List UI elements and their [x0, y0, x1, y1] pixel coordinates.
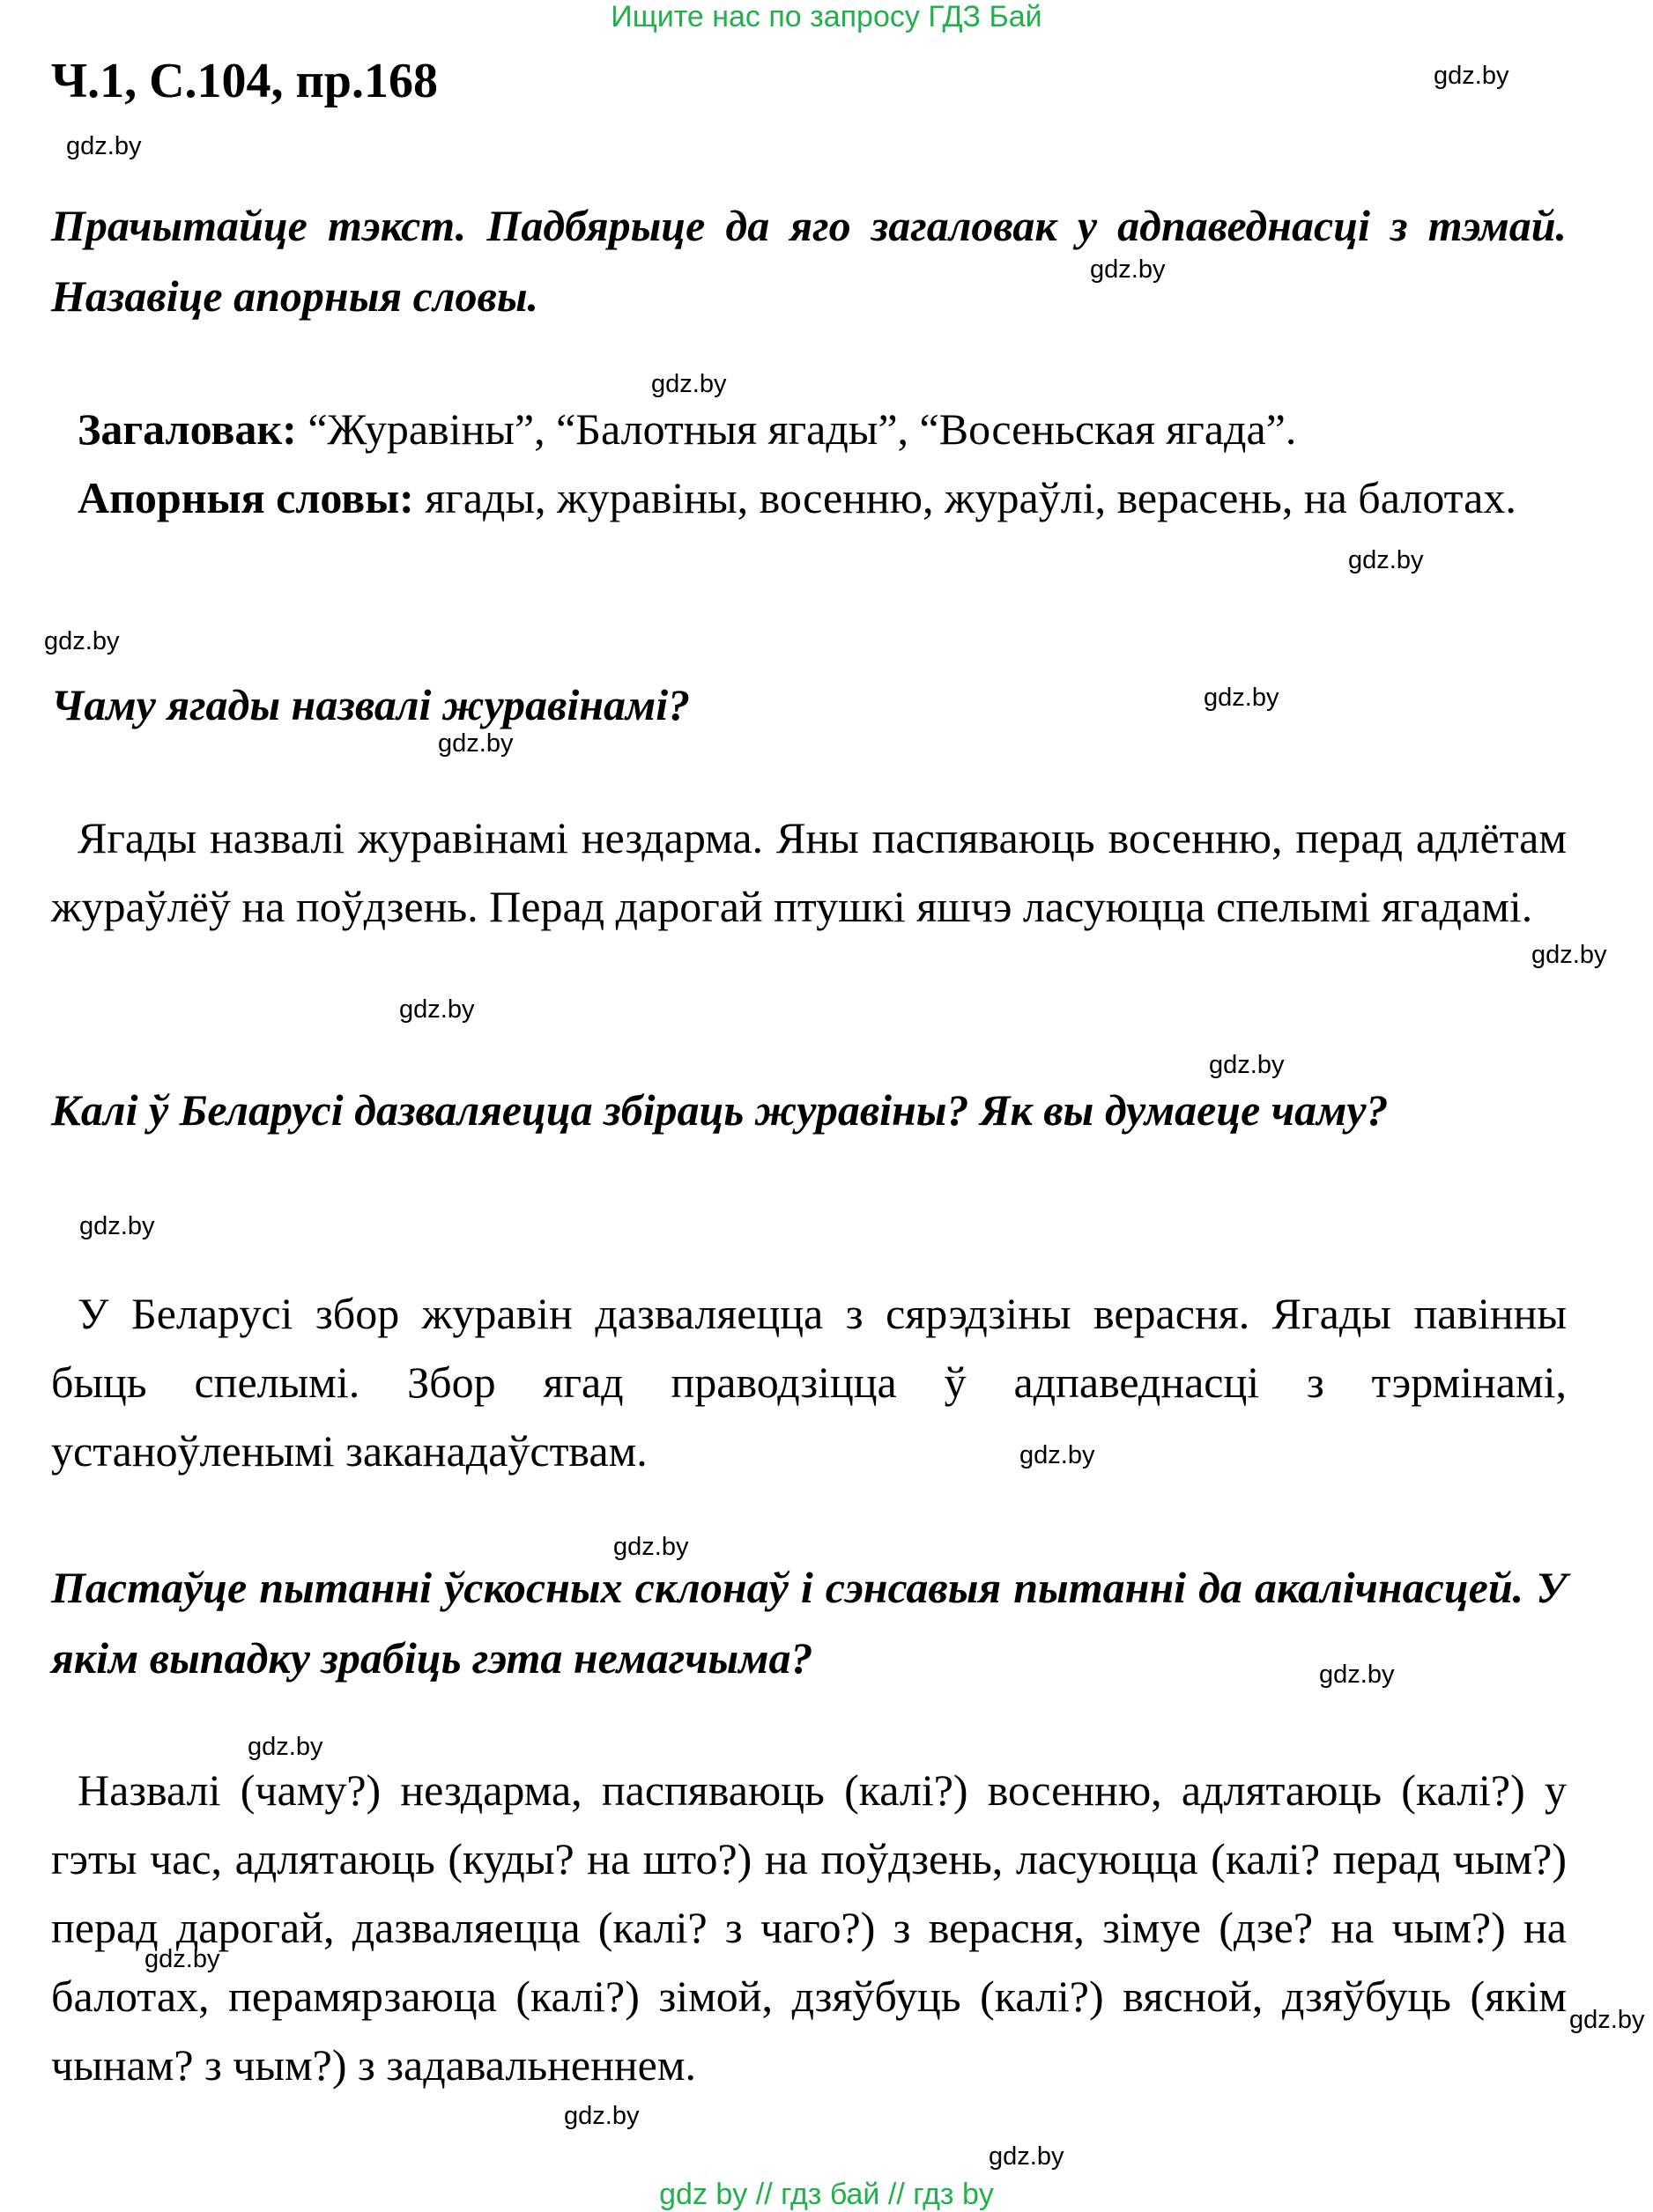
- top-banner: Ищите нас по запросу ГДЗ Бай: [611, 0, 1042, 33]
- bottom-footer: gdz by // гдз бай // гдз by: [659, 2178, 994, 2211]
- watermark: gdz.by: [1204, 684, 1279, 712]
- answer-2: Ягады назвалі журавінамі нездарма. Яны паспяваюць восенню, перад адлётам жураўлёў на поўдзень. Перад дарогай птушкі яшчэ ласуюцца спелымі ягадамі.: [51, 813, 1567, 931]
- watermark: gdz.by: [1531, 941, 1607, 969]
- watermark: gdz.by: [1319, 1661, 1395, 1689]
- task-2: Чаму ягады назвалі журавінамі?: [51, 680, 691, 729]
- watermark: gdz.by: [44, 627, 120, 655]
- answer-4: Назвалі (чаму?) нездарма, паспяваюць (калі?) восенню, адлятаюць (калі?) у гэты час, адлятаюць (куды? на што?) на поўдзень, ласуюцца (калі? перад чым?) перад дарогай, дазваляецца (калі? з чаго?) з верасня, зімуе (дзе? на чым?) на балотах, перамярзаюца (калі?) зімой, дзяўбуць (калі?) вясной, дзяўбуць (якім чынам? з чым?) з задавальненнем.: [51, 1765, 1567, 2090]
- watermark: gdz.by: [1348, 546, 1424, 574]
- task-4: Пастаўце пытанні ўскосных склонаў і сэнсавыя пытанні да акалічнасцей. У якім выпадку зрабіць гэта немагчыма?: [51, 1563, 1567, 1683]
- keywords-text: ягады, журавіны, восенню, жураўлі, верасень, на балотах.: [425, 473, 1516, 522]
- watermark: gdz.by: [1209, 1051, 1285, 1079]
- watermark: gdz.by: [564, 2102, 640, 2130]
- watermark: gdz.by: [79, 1212, 155, 1240]
- watermark: gdz.by: [1434, 62, 1509, 90]
- task-3: Калі ў Беларусі дазваляецца збіраць журавіны? Як вы думаеце чаму?: [51, 1085, 1389, 1135]
- watermark: gdz.by: [1019, 1441, 1095, 1469]
- task-1: Прачытайце тэкст. Падбярыце да яго загаловак у адпаведнасці з тэмай. Назавіце апорныя словы.: [51, 201, 1567, 321]
- watermark: gdz.by: [651, 370, 727, 398]
- watermark: gdz.by: [145, 1945, 220, 1973]
- page-title: Ч.1, С.104, пр.168: [51, 54, 438, 108]
- watermark: gdz.by: [1090, 255, 1166, 284]
- watermark: gdz.by: [989, 2142, 1064, 2171]
- title-label: Загаловак:: [78, 404, 297, 454]
- watermark: gdz.by: [613, 1533, 689, 1561]
- watermark: gdz.by: [1569, 2006, 1645, 2034]
- answer-3: У Беларусі збор журавін дазваляецца з сярэдзіны верасня. Ягады павінны быць спелымі. Збор ягад праводзіцца ў адпаведнасці з тэрмінамі, устаноўленымі заканадаўствам.: [51, 1289, 1567, 1476]
- watermark: gdz.by: [248, 1733, 323, 1761]
- watermark: gdz.by: [66, 132, 142, 160]
- watermark: gdz.by: [438, 729, 514, 758]
- watermark: gdz.by: [399, 995, 475, 1024]
- keywords-label: Апорныя словы:: [78, 473, 414, 522]
- title-text: “Журавіны”, “Балотныя ягады”, “Восеньская ягада”.: [308, 404, 1297, 454]
- answer-1: [51, 395, 1567, 532]
